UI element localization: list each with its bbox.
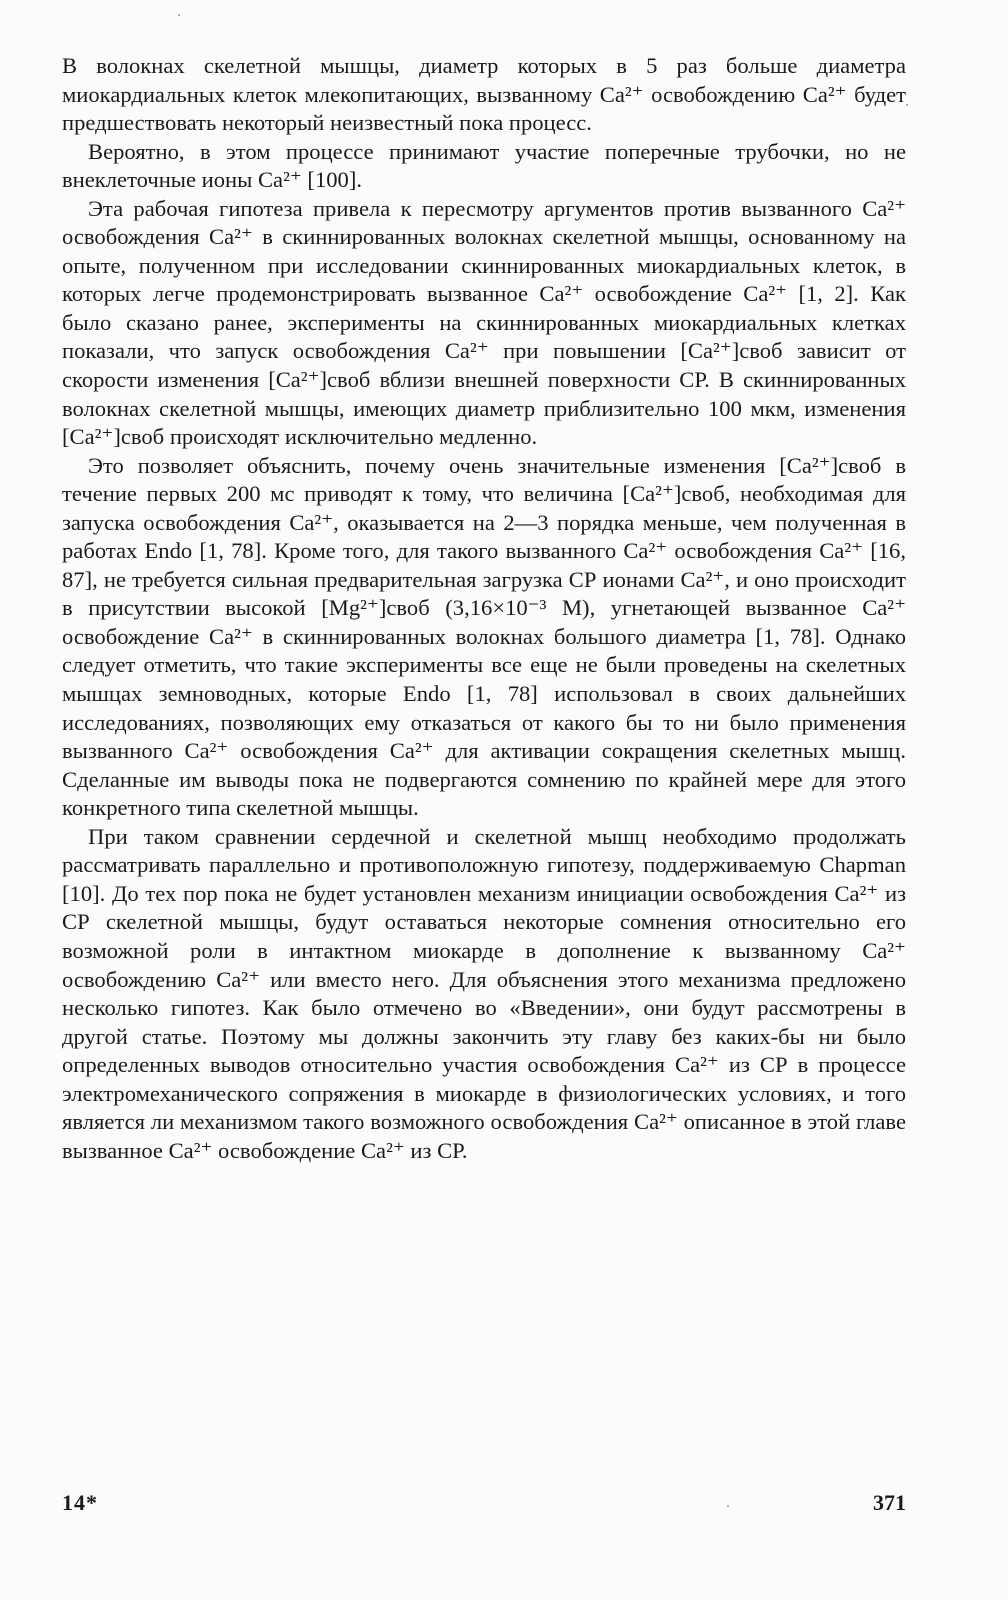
paragraph-5: При таком сравнении сердечной и скелетной мышц необходимо продолжать рассматривать параллельно и противоположную гипотезу, поддерживаемую Chapman [10]. До тех пор пока не будет установлен механизм инициации освобождения Ca²⁺ из СР скелетной мышцы, будут оставаться некоторые сомнения относительно его возможной роли в интактном миокарде в дополнение к вызванному Ca²⁺ освобождению Ca²⁺ или вместо него. Для объяснения этого механизма предложено несколько гипотез. Как было отмечено во «Введении», они будут рассмотрены в другой статье. Поэтому мы должны закончить эту главу без каких-бы ни было определенных выводов относительно участия освобождения Ca²⁺ из СР в процессе электромеханического сопряжения в миокарде в физиологических условиях, и того является ли механизмом такого возможного освобождения Ca²⁺ описанное в этой главе вызванное Ca²⁺ освобождение Ca²⁺ из СР. [62,823,906,1163]
paragraph-4: Это позволяет объяснить, почему очень значительные изменения [Ca²⁺]своб в течение первых 200 мс приводят к тому, что величина [Ca²⁺]своб, необходимая для запуска освобождения Ca²⁺, оказывается на 2—3 порядка меньше, чем полученная в работах Endo [1, 78]. Кроме того, для такого вызванного Ca²⁺ освобождения Ca²⁺ [16, 87], не требуется сильная предварительная загрузка СР ионами Ca²⁺, и оно происходит в присутствии высокой [Mg²⁺]своб (3,16×10⁻³ М), угнетающей вызванное Ca²⁺ освобождение Ca²⁺ в скиннированных волокнах большого диаметра [1, 78]. Однако следует отметить, что такие эксперименты все еще не были проведены на скелетных мышцах земноводных, которые Endo [1, 78] использовал в своих дальнейших исследованиях, позволяющих ему отказаться от какого бы то ни было применения вызванного Ca²⁺ освобождения Ca²⁺ для активации сокращения скелетных мышц. Сделанные им выводы пока не подвергаются сомнению по крайней мере для этого конкретного типа скелетной мышцы. [62,452,906,821]
signature-mark: 14* [62,1490,98,1515]
scan-speck [727,1505,729,1507]
paragraph-1: В волокнах скелетной мышцы, диаметр которых в 5 раз больше диаметра миокардиальных клеток млекопитающих, вызванному Ca²⁺ освобождению Ca²⁺ будет предшествовать некоторый неизвестный пока процесс. [62,53,906,136]
page-number: 371 [873,1490,906,1515]
scan-speck [178,14,180,16]
paragraph-3: Эта рабочая гипотеза привела к пересмотру аргументов против вызванного Ca²⁺ освобождения Ca²⁺ в скиннированных волокнах скелетной мышцы, основанному на опыте, полученном при исследовании скиннированных миокардиальных клеток, в которых легче продемонстрировать вызванное Ca²⁺ освобождение Ca²⁺ [1, 2]. Как было сказано ранее, эксперименты на скиннированных миокардиальных клетках показали, что запуск освобождения Ca²⁺ при повышении [Ca²⁺]своб зависит от скорости изменения [Ca²⁺]своб вблизи внешней поверхности СР. В скиннированных волокнах скелетной мышцы, имеющих диаметр приблизительно 100 мкм, изменения [Ca²⁺]своб происходят исключительно медленно. [62,195,906,450]
page-footer [62,1490,906,1516]
paragraph-2: Вероятно, в этом процессе принимают участие поперечные трубочки, но не внеклеточные ионы Ca²⁺ [100]. [62,138,906,193]
scan-speck [906,104,908,106]
